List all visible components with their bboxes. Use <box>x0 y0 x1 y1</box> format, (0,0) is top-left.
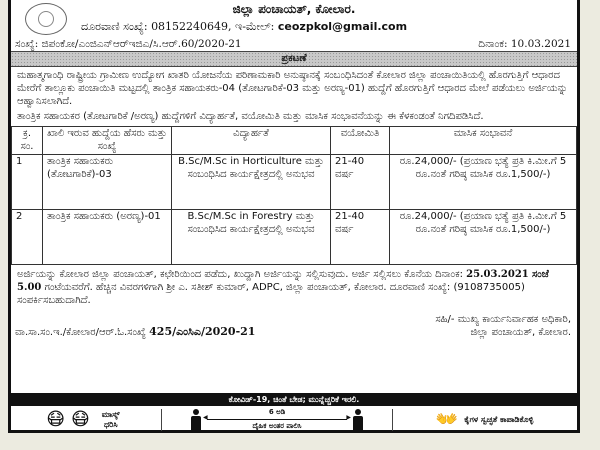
cell-post: ತಾಂತ್ರಿಕ ಸಹಾಯಕರು (ಅರಣ್ಯ)-01 <box>43 210 172 265</box>
cell-age: 21-40 ವರ್ಷ <box>331 155 390 210</box>
table-row <box>12 210 577 265</box>
signatory-office: ಜಿಲ್ಲಾ ಪಂಚಾಯತ್, ಕೋಲಾರ. <box>470 327 571 338</box>
reference-row <box>11 37 577 51</box>
cell-serial: 1 <box>12 155 43 210</box>
notice-header <box>11 0 577 37</box>
cell-age: 21-40 ವರ್ಷ <box>331 210 390 265</box>
cell-salary: ರೂ.24,000/- (ಪ್ರಯಾಣ ಭತ್ಯೆ ಪ್ರತಿ ಕಿ.ಮೀ.ಗೆ 5 ರೂ.ನಂತೆ ಗರಿಷ್ಠ ಮಾಸಿಕ ರೂ.1,500/-) <box>390 155 577 210</box>
col-salary: ಮಾಸಿಕ ಸಂಭಾವನೆ <box>390 127 577 155</box>
notice-document <box>8 0 580 433</box>
covid-banner: ಕೋವಿಡ್-19, ಚಿಂತೆ ಬೇಡ; ಮುನ್ನೆಚ್ಚರಿಕೆ ಇರಲಿ. <box>11 393 577 406</box>
phone-number: 08152240649, <box>151 20 232 33</box>
phone-label: ದೂರವಾಣಿ ಸಂಖ್ಯೆ: <box>81 20 148 33</box>
person-icon <box>353 409 363 431</box>
email-label: ಇ-ಮೇಲ್: <box>235 20 275 33</box>
mask-guideline <box>11 406 161 433</box>
col-age: ವಯೋಮಿತಿ <box>331 127 390 155</box>
table-header-row <box>12 127 577 155</box>
covid-guidelines <box>11 406 577 433</box>
application-instructions <box>11 265 577 307</box>
signatory-title: ಸಹಿ/- ಮುಖ್ಯ ಕಾರ್ಯನಿರ್ವಾಹಕ ಅಧಿಕಾರಿ, <box>435 314 571 325</box>
col-post: ಖಾಲಿ ಇರುವ ಹುದ್ದೆಯ ಹೆಸರು ಮತ್ತು ಸಂಖ್ಯೆ <box>43 127 172 155</box>
col-serial: ಕ್ರ. ಸಂ. <box>12 127 43 155</box>
cell-qualification: B.Sc/M.Sc in Horticulture ಮತ್ತು ಸಂಬಂಧಿಸಿದ ಕಾರ್ಯಕ್ಷೇತ್ರದಲ್ಲಿ ಅನುಭವ <box>172 155 331 210</box>
contact-line <box>81 20 407 34</box>
reference-number: ಸಂಖ್ಯೆ: ಜಿಪಂಕೋ/ಎಂಜಿಎನ್‌ಆರ್‌ಇಜಿಎ/ಸಿ.ಆರ್.60/2020-21 <box>15 38 242 50</box>
table-row <box>12 155 577 210</box>
office-title: ಜಿಲ್ಲಾ ಪಂಚಾಯತ್, ಕೋಲಾರ. <box>232 2 356 16</box>
release-order-prefix: ವಾ.ಸಾ.ಸಂ.ಇ./ಕೋಲಾರ/ಆರ್.ಓ.ಸಂಖ್ಯೆ <box>15 327 146 338</box>
release-order-ref <box>15 325 255 339</box>
deadline-date: 25.03.2021 <box>466 269 529 280</box>
intro-paragraph: ಮಹಾತ್ಮಗಾಂಧಿ ರಾಷ್ಟ್ರೀಯ ಗ್ರಾಮೀಣ ಉದ್ಯೋಗ ಖಾತರಿ ಯೋಜನೆಯ ಪರಿಣಾಮಕಾರಿ ಅನುಷ್ಠಾನಕ್ಕೆ ಸಂಬಂಧಿಸಿದಂತೆ ಕೋಲಾರ ಜಿಲ್ಲಾ ಪಂಚಾಯಿತಿಯಲ್ಲಿ ಹೊರಗುತ್ತಿಗೆ ಆಧಾರದ ಮೇರೆಗೆ ತಾಲ್ಲೂಕು ಪಂಚಾಯಿತಿ ಮಟ್ಟದಲ್ಲಿ ತಾಂತ್ರಿಕ ಸಹಾಯಕರು-04 (ತೋಟಗಾರಿಕೆ-03 ಮತ್ತು ಅರಣ್ಯ-01) ಹುದ್ದೆಗೆ ಹೊರಗುತ್ತಿಗೆ ಆಧಾರದ ಮೇಲೆ ಪಡೆಯಲು ಅರ್ಜಿಯನ್ನು ಆಹ್ವಾನಿಸಲಾಗಿದೆ. <box>17 70 568 107</box>
deadline-mid: ಸಂಜೆ <box>531 269 549 280</box>
email-address: ceozpkol@gmail.com <box>277 20 408 33</box>
distance-arrow <box>207 408 347 431</box>
signature-block <box>11 307 577 339</box>
signatory <box>435 313 571 339</box>
cell-qualification: B.Sc/M.Sc in Forestry ಮತ್ತು ಸಂಬಂಧಿಸಿದ ಕಾರ್ಯಕ್ಷೇತ್ರದಲ್ಲಿ ಅನುಭವ <box>172 210 331 265</box>
distance-guideline <box>162 406 392 433</box>
distance-label: ದೈಹಿಕ ಅಂತರ ಪಾಲಿಸಿ <box>252 422 302 430</box>
cell-post: ತಾಂತ್ರಿಕ ಸಹಾಯಕರು (ತೋಟಗಾರಿಕೆ)-03 <box>43 155 172 210</box>
hand-washing-icon: 👐 <box>435 409 459 430</box>
col-qualification: ವಿದ್ಯಾರ್ಹತೆ <box>172 127 331 155</box>
face-mask-icon: 😷 <box>71 409 90 430</box>
distance-measure: 6 ಅಡಿ <box>268 408 286 416</box>
handwash-label: ಕೈಗಳ ಸ್ವಚ್ಛತೆ ಕಾಪಾಡಿಕೊಳ್ಳಿ <box>464 414 534 424</box>
double-arrow-icon <box>207 419 347 420</box>
deadline-time: 5.00 <box>17 282 42 293</box>
deadline-prefix: ಅರ್ಜಿ ಸಲ್ಲಿಸಲು ಕೊನೆಯ ದಿನಾಂಕ: <box>351 269 463 280</box>
face-mask-icon: 😷 <box>46 409 65 430</box>
mask-label: ಮಾಸ್ಕ್ ಧರಿಸಿ <box>101 409 120 429</box>
vacancy-table <box>11 126 577 265</box>
cell-serial: 2 <box>12 210 43 265</box>
notice-date: ದಿನಾಂಕ: 10.03.2021 <box>478 38 571 50</box>
release-order-number: 425/ಎಂಸಿಎ/2020-21 <box>149 325 256 338</box>
cell-salary: ರೂ.24,000/- (ಪ್ರಯಾಣ ಭತ್ಯೆ ಪ್ರತಿ ಕಿ.ಮೀ.ಗೆ 5 ರೂ.ನಂತೆ ಗರಿಷ್ಠ ಮಾಸಿಕ ರೂ.1,500/-) <box>390 210 577 265</box>
notice-heading-band: ಪ್ರಕಟಣೆ <box>11 51 577 67</box>
intro-paragraph-2: ತಾಂತ್ರಿಕ ಸಹಾಯಕರ (ತೋಟಗಾರಿಕೆ /ಅರಣ್ಯ) ಹುದ್ದೆಗಳಿಗೆ ವಿದ್ಯಾರ್ಹತೆ, ವಯೋಮಿತಿ ಮತ್ತು ಮಾಸಿಕ ಸಂಭಾವನೆಯನ್ನು ಈ ಕೆಳಕಂಡಂತೆ ನಿಗದಿಪಡಿಸಿದೆ. <box>17 111 484 122</box>
deadline-suffix: ಗಂಟೆಯವರೆಗೆ. ಹೆಚ್ಚಿನ ವಿವರಗಳಿಗಾಗಿ ಶ್ರೀ ಎ. ಸತೀಶ್ ಕುಮಾರ್, ADPC, ಜಿಲ್ಲಾ ಪಂಚಾಯತ್, ಕೋಲಾರ. ದೂರವಾಣಿ ಸಂಖ್ಯೆ: (9108735005) ಸಂಪರ್ಕಿಸಬಹುದಾಗಿದೆ. <box>17 282 525 306</box>
application-line: ಅರ್ಜಿಯನ್ನು ಕೋಲಾರ ಜಿಲ್ಲಾ ಪಂಚಾಯತ್, ಕಛೇರಿಯಿಂದ ಪಡೆದು, ಖುದ್ದಾಗಿ ಅರ್ಜಿಯನ್ನು ಸಲ್ಲಿಸುವುದು. <box>17 269 349 280</box>
handwash-guideline <box>393 406 577 433</box>
person-icon <box>191 409 201 431</box>
